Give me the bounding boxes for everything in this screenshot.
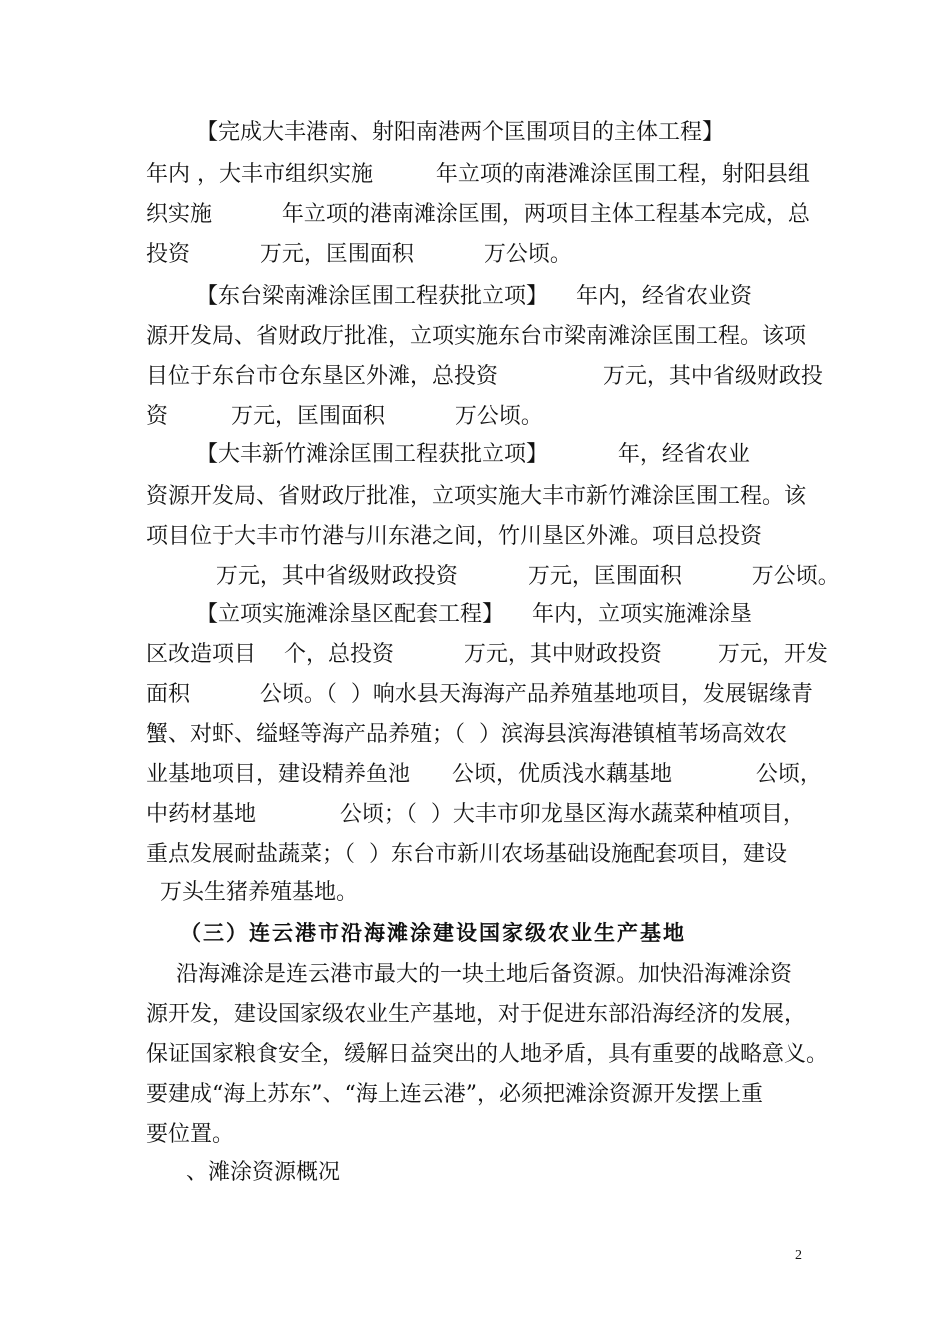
body-line: 万头生猪养殖基地。 xyxy=(160,880,359,905)
body-line: 保证国家粮食安全，缓解日益突出的人地矛盾，具有重要的战略意义。 xyxy=(146,1042,829,1067)
body-line: 资源开发局、省财政厅批准，立项实施大丰市新竹滩涂匡围工程。该 xyxy=(146,484,807,509)
body-line: 面积 公顷。（ ）响水县天海海产品养殖基地项目，发展锯缘青 xyxy=(146,682,813,707)
body-line: 资 万元，匡围面积 万公顷。 xyxy=(146,404,543,429)
body-line: 源开发局、省财政厅批准，立项实施东台市梁南滩涂匡围工程。该项 xyxy=(146,324,807,349)
body-line: 【大丰新竹滩涂匡围工程获批立项】 年，经省农业 xyxy=(196,442,750,467)
body-line: 【立项实施滩涂垦区配套工程】 年内，立项实施滩涂垦 xyxy=(196,602,752,627)
body-line: 业基地项目，建设精养鱼池 公顷，优质浅水藕基地 公顷， xyxy=(146,762,822,787)
page-number: 2 xyxy=(795,1248,802,1263)
body-line: 中药材基地 公顷；（ ）大丰市卯龙垦区海水蔬菜种植项目， xyxy=(146,802,805,827)
body-line: 【完成大丰港南、射阳南港两个匡围项目的主体工程】 xyxy=(196,120,725,145)
body-line: 【东台梁南滩涂匡围工程获批立项】 年内，经省农业资 xyxy=(196,284,752,309)
body-line: 源开发，建设国家级农业生产基地，对于促进东部沿海经济的发展， xyxy=(146,1002,807,1027)
body-line: 目位于东台市仓东垦区外滩，总投资 万元，其中省级财政投 xyxy=(146,364,823,389)
section-heading: （三）连云港市沿海滩涂建设国家级农业生产基地 xyxy=(180,921,686,945)
body-line: 投资 万元，匡围面积 万公顷。 xyxy=(146,242,572,267)
body-line: 要建成“海上苏东”、“海上连云港”，必须把滩涂资源开发摆上重 xyxy=(146,1082,763,1107)
body-line: 项目位于大丰市竹港与川东港之间，竹川垦区外滩。项目总投资 xyxy=(146,524,763,549)
body-line: 年内 ，大丰市组织实施 年立项的南港滩涂匡围工程，射阳县组 xyxy=(146,162,810,187)
body-line: 区改造项目 个，总投资 万元，其中财政投资 万元，开发 xyxy=(146,642,828,667)
body-line: 要位置。 xyxy=(146,1122,235,1147)
body-line: 重点发展耐盐蔬菜；（ ）东台市新川农场基础设施配套项目，建设 xyxy=(146,842,787,867)
body-line: 蟹、对虾、缢蛏等海产品养殖；（ ）滨海县滨海港镇植苇场高效农 xyxy=(146,722,787,747)
subsection-heading: 、滩涂资源概况 xyxy=(186,1160,341,1185)
body-line: 沿海滩涂是连云港市最大的一块土地后备资源。加快沿海滩涂资 xyxy=(176,962,793,987)
body-line: 万元，其中省级财政投资 万元，匡围面积 万公顷。 xyxy=(146,564,840,589)
body-line: 织实施 年立项的港南滩涂匡围，两项目主体工程基本完成，总 xyxy=(146,202,810,227)
